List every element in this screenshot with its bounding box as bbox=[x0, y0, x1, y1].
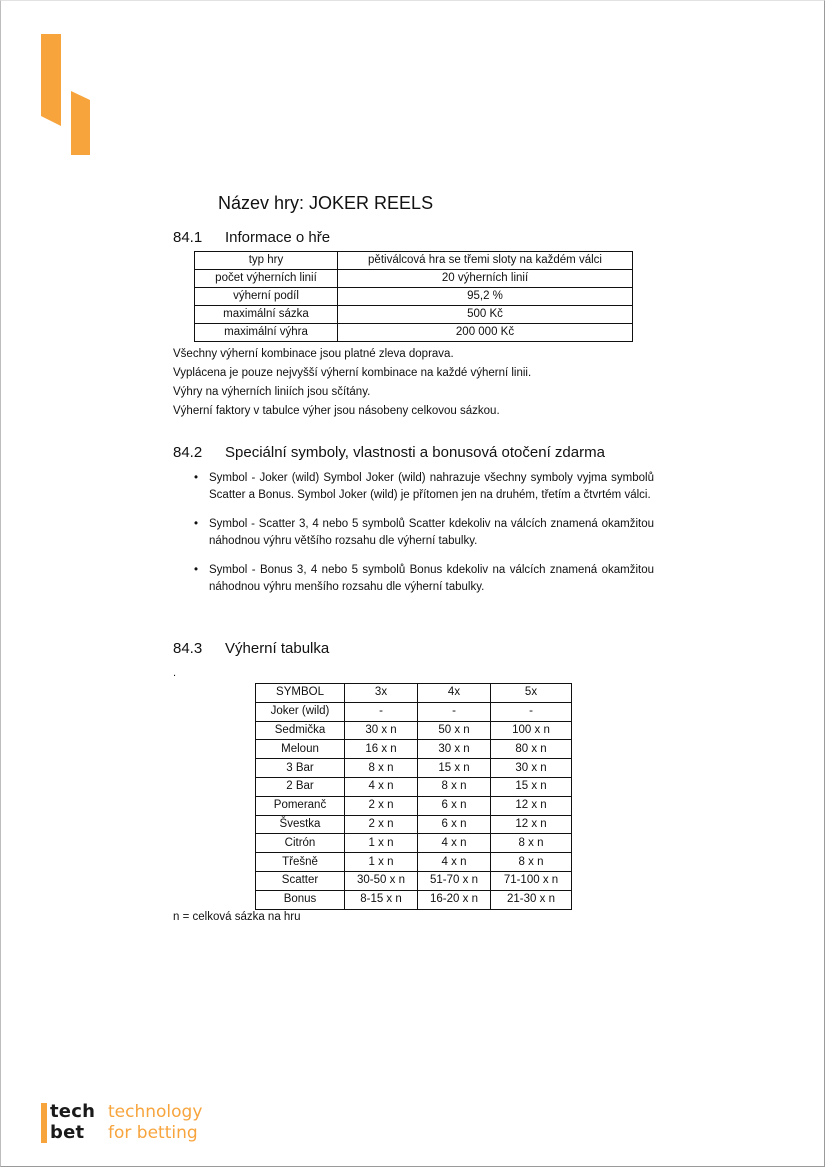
rule-line: Výherní faktory v tabulce výher jsou násobeny celkovou sázkou. bbox=[173, 405, 500, 417]
symbol-cell: Pomeranč bbox=[256, 796, 345, 815]
info-value: 200 000 Kč bbox=[338, 324, 633, 342]
info-key: výherní podíl bbox=[195, 288, 338, 306]
section-heading-84-2 bbox=[173, 444, 605, 461]
table-row bbox=[256, 871, 572, 890]
payout-cell: 30 x n bbox=[491, 759, 572, 778]
table-row bbox=[256, 853, 572, 872]
table-row bbox=[195, 252, 633, 270]
rule-line: Všechny výherní kombinace jsou platné zleva doprava. bbox=[173, 348, 454, 360]
header-cell: 5x bbox=[491, 684, 572, 703]
special-symbols-list bbox=[194, 470, 654, 608]
list-item: • Symbol - Bonus 3, 4 nebo 5 symbolů Bonus kdekoliv na válcích znamená okamžitou náhodnou výhru menšího rozsahu dle výherní tabulky. bbox=[194, 562, 654, 596]
payout-cell: 8 x n bbox=[345, 759, 418, 778]
payout-cell: 30-50 x n bbox=[345, 871, 418, 890]
payout-cell: 2 x n bbox=[345, 796, 418, 815]
brand-word-bet: bet bbox=[50, 1122, 85, 1143]
payout-cell: 100 x n bbox=[491, 721, 572, 740]
brand-word-tech: tech bbox=[50, 1101, 96, 1122]
paytable-note: n = celková sázka na hru bbox=[173, 911, 301, 923]
tagline-line2: for betting bbox=[108, 1123, 198, 1143]
table-row bbox=[256, 834, 572, 853]
payout-cell: - bbox=[491, 702, 572, 721]
table-row bbox=[195, 288, 633, 306]
payout-cell: 4 x n bbox=[418, 834, 491, 853]
table-row bbox=[195, 324, 633, 342]
table-row bbox=[256, 759, 572, 778]
payout-cell: 12 x n bbox=[491, 796, 572, 815]
payout-cell: 15 x n bbox=[418, 759, 491, 778]
table-row bbox=[256, 721, 572, 740]
list-item: • Symbol - Scatter 3, 4 nebo 5 symbolů Scatter kdekoliv na válcích znamená okamžitou náhodnou výhru většího rozsahu dle výherní tabulky. bbox=[194, 516, 654, 550]
paytable bbox=[255, 683, 572, 910]
payout-cell: 16-20 x n bbox=[418, 890, 491, 909]
list-item: • Symbol - Joker (wild) Symbol Joker (wild) nahrazuje všechny symboly vyjma symbolů Scatter a Bonus. Symbol Joker (wild) je přítomen jen na druhém, třetím a čtvrtém válci. bbox=[194, 470, 654, 504]
header-cell: SYMBOL bbox=[256, 684, 345, 703]
info-key: maximální výhra bbox=[195, 324, 338, 342]
brand-mark-icon bbox=[41, 34, 93, 156]
table-row bbox=[256, 740, 572, 759]
payout-cell: 30 x n bbox=[345, 721, 418, 740]
rule-line: Výhry na výherních liniích jsou sčítány. bbox=[173, 386, 371, 398]
table-row bbox=[256, 702, 572, 721]
footer-logo bbox=[41, 1101, 241, 1147]
symbol-cell: Meloun bbox=[256, 740, 345, 759]
table-row bbox=[195, 270, 633, 288]
header-cell: 3x bbox=[345, 684, 418, 703]
section-heading-84-1 bbox=[173, 229, 330, 246]
info-value: 95,2 % bbox=[338, 288, 633, 306]
payout-cell: 80 x n bbox=[491, 740, 572, 759]
payout-cell: 71-100 x n bbox=[491, 871, 572, 890]
table-row bbox=[256, 796, 572, 815]
game-title: Název hry: JOKER REELS bbox=[218, 193, 434, 213]
payout-cell: 50 x n bbox=[418, 721, 491, 740]
payout-cell: 4 x n bbox=[418, 853, 491, 872]
payout-cell: 8 x n bbox=[491, 853, 572, 872]
payout-cell: 8-15 x n bbox=[345, 890, 418, 909]
payout-cell: 51-70 x n bbox=[418, 871, 491, 890]
game-info-table bbox=[194, 251, 633, 342]
payout-cell: 16 x n bbox=[345, 740, 418, 759]
symbol-cell: Citrón bbox=[256, 834, 345, 853]
table-row bbox=[256, 777, 572, 796]
stray-dot: . bbox=[173, 667, 177, 679]
symbol-cell: 2 Bar bbox=[256, 777, 345, 796]
payout-cell: 8 x n bbox=[418, 777, 491, 796]
header-cell: 4x bbox=[418, 684, 491, 703]
tagline-line1: technology bbox=[108, 1102, 203, 1122]
payout-cell: 6 x n bbox=[418, 815, 491, 834]
section-number: 84.2 bbox=[173, 444, 203, 461]
paytable-header-row bbox=[256, 684, 572, 703]
info-value: pětiválcová hra se třemi sloty na každém válci bbox=[338, 252, 633, 270]
section-number: 84.1 bbox=[173, 229, 203, 246]
payout-cell: 30 x n bbox=[418, 740, 491, 759]
section-title: Speciální symboly, vlastnosti a bonusová otočení zdarma bbox=[225, 444, 605, 461]
info-key: počet výherních linií bbox=[195, 270, 338, 288]
table-row bbox=[256, 890, 572, 909]
section-number: 84.3 bbox=[173, 640, 203, 657]
payout-cell: 12 x n bbox=[491, 815, 572, 834]
symbol-cell: Scatter bbox=[256, 871, 345, 890]
symbol-cell: Joker (wild) bbox=[256, 702, 345, 721]
info-key: typ hry bbox=[195, 252, 338, 270]
section-heading-84-3 bbox=[173, 640, 329, 657]
payout-cell: 4 x n bbox=[345, 777, 418, 796]
symbol-cell: Bonus bbox=[256, 890, 345, 909]
info-value: 500 Kč bbox=[338, 306, 633, 324]
table-row bbox=[195, 306, 633, 324]
rule-line: Vyplácena je pouze nejvyšší výherní kombinace na každé výherní linii. bbox=[173, 367, 532, 379]
symbol-cell: Třešně bbox=[256, 853, 345, 872]
payout-cell: 15 x n bbox=[491, 777, 572, 796]
brand-bar-icon bbox=[41, 1103, 47, 1143]
info-key: maximální sázka bbox=[195, 306, 338, 324]
payout-cell: 2 x n bbox=[345, 815, 418, 834]
info-value: 20 výherních linií bbox=[338, 270, 633, 288]
section-title: Výherní tabulka bbox=[225, 640, 330, 657]
table-row bbox=[256, 815, 572, 834]
rules-list bbox=[173, 345, 531, 421]
payout-cell: 21-30 x n bbox=[491, 890, 572, 909]
symbol-cell: Sedmička bbox=[256, 721, 345, 740]
payout-cell: - bbox=[418, 702, 491, 721]
payout-cell: 1 x n bbox=[345, 834, 418, 853]
section-title: Informace o hře bbox=[225, 229, 331, 246]
payout-cell: 8 x n bbox=[491, 834, 572, 853]
symbol-cell: Švestka bbox=[256, 815, 345, 834]
payout-cell: 1 x n bbox=[345, 853, 418, 872]
symbol-cell: 3 Bar bbox=[256, 759, 345, 778]
payout-cell: - bbox=[345, 702, 418, 721]
payout-cell: 6 x n bbox=[418, 796, 491, 815]
